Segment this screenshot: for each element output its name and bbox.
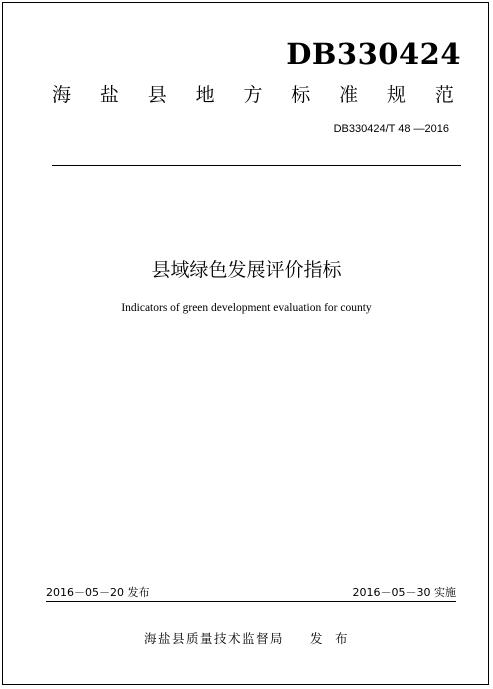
standard-type-char: 方 bbox=[243, 84, 263, 106]
standard-type-title bbox=[52, 86, 454, 105]
standard-type-char: 准 bbox=[339, 84, 359, 106]
standard-type-char: 范 bbox=[434, 84, 454, 106]
standard-number: DB330424/T 48 —2016 bbox=[333, 123, 449, 135]
standard-code: DB330424 bbox=[286, 37, 461, 71]
footer-divider bbox=[46, 601, 456, 602]
standard-type-char: 海 bbox=[52, 84, 72, 106]
standard-type-char: 规 bbox=[387, 84, 407, 106]
implementation-date: 2016－05－30 实施 bbox=[352, 586, 456, 599]
issue-date: 2016－05－20 发布 bbox=[46, 586, 150, 599]
standard-type-char: 县 bbox=[147, 84, 167, 106]
header-divider bbox=[52, 165, 461, 166]
standard-type-char: 地 bbox=[195, 84, 215, 106]
issuer-line bbox=[0, 633, 493, 646]
standard-type-char: 标 bbox=[291, 84, 311, 106]
document-title-chinese: 县域绿色发展评价指标 bbox=[151, 259, 342, 281]
standard-type-char: 盐 bbox=[99, 84, 119, 106]
publish-label: 发 布 bbox=[310, 631, 349, 646]
issuing-authority: 海盐县质量技术监督局 bbox=[144, 631, 285, 646]
document-title-english: Indicators of green development evaluation for county bbox=[121, 302, 372, 314]
